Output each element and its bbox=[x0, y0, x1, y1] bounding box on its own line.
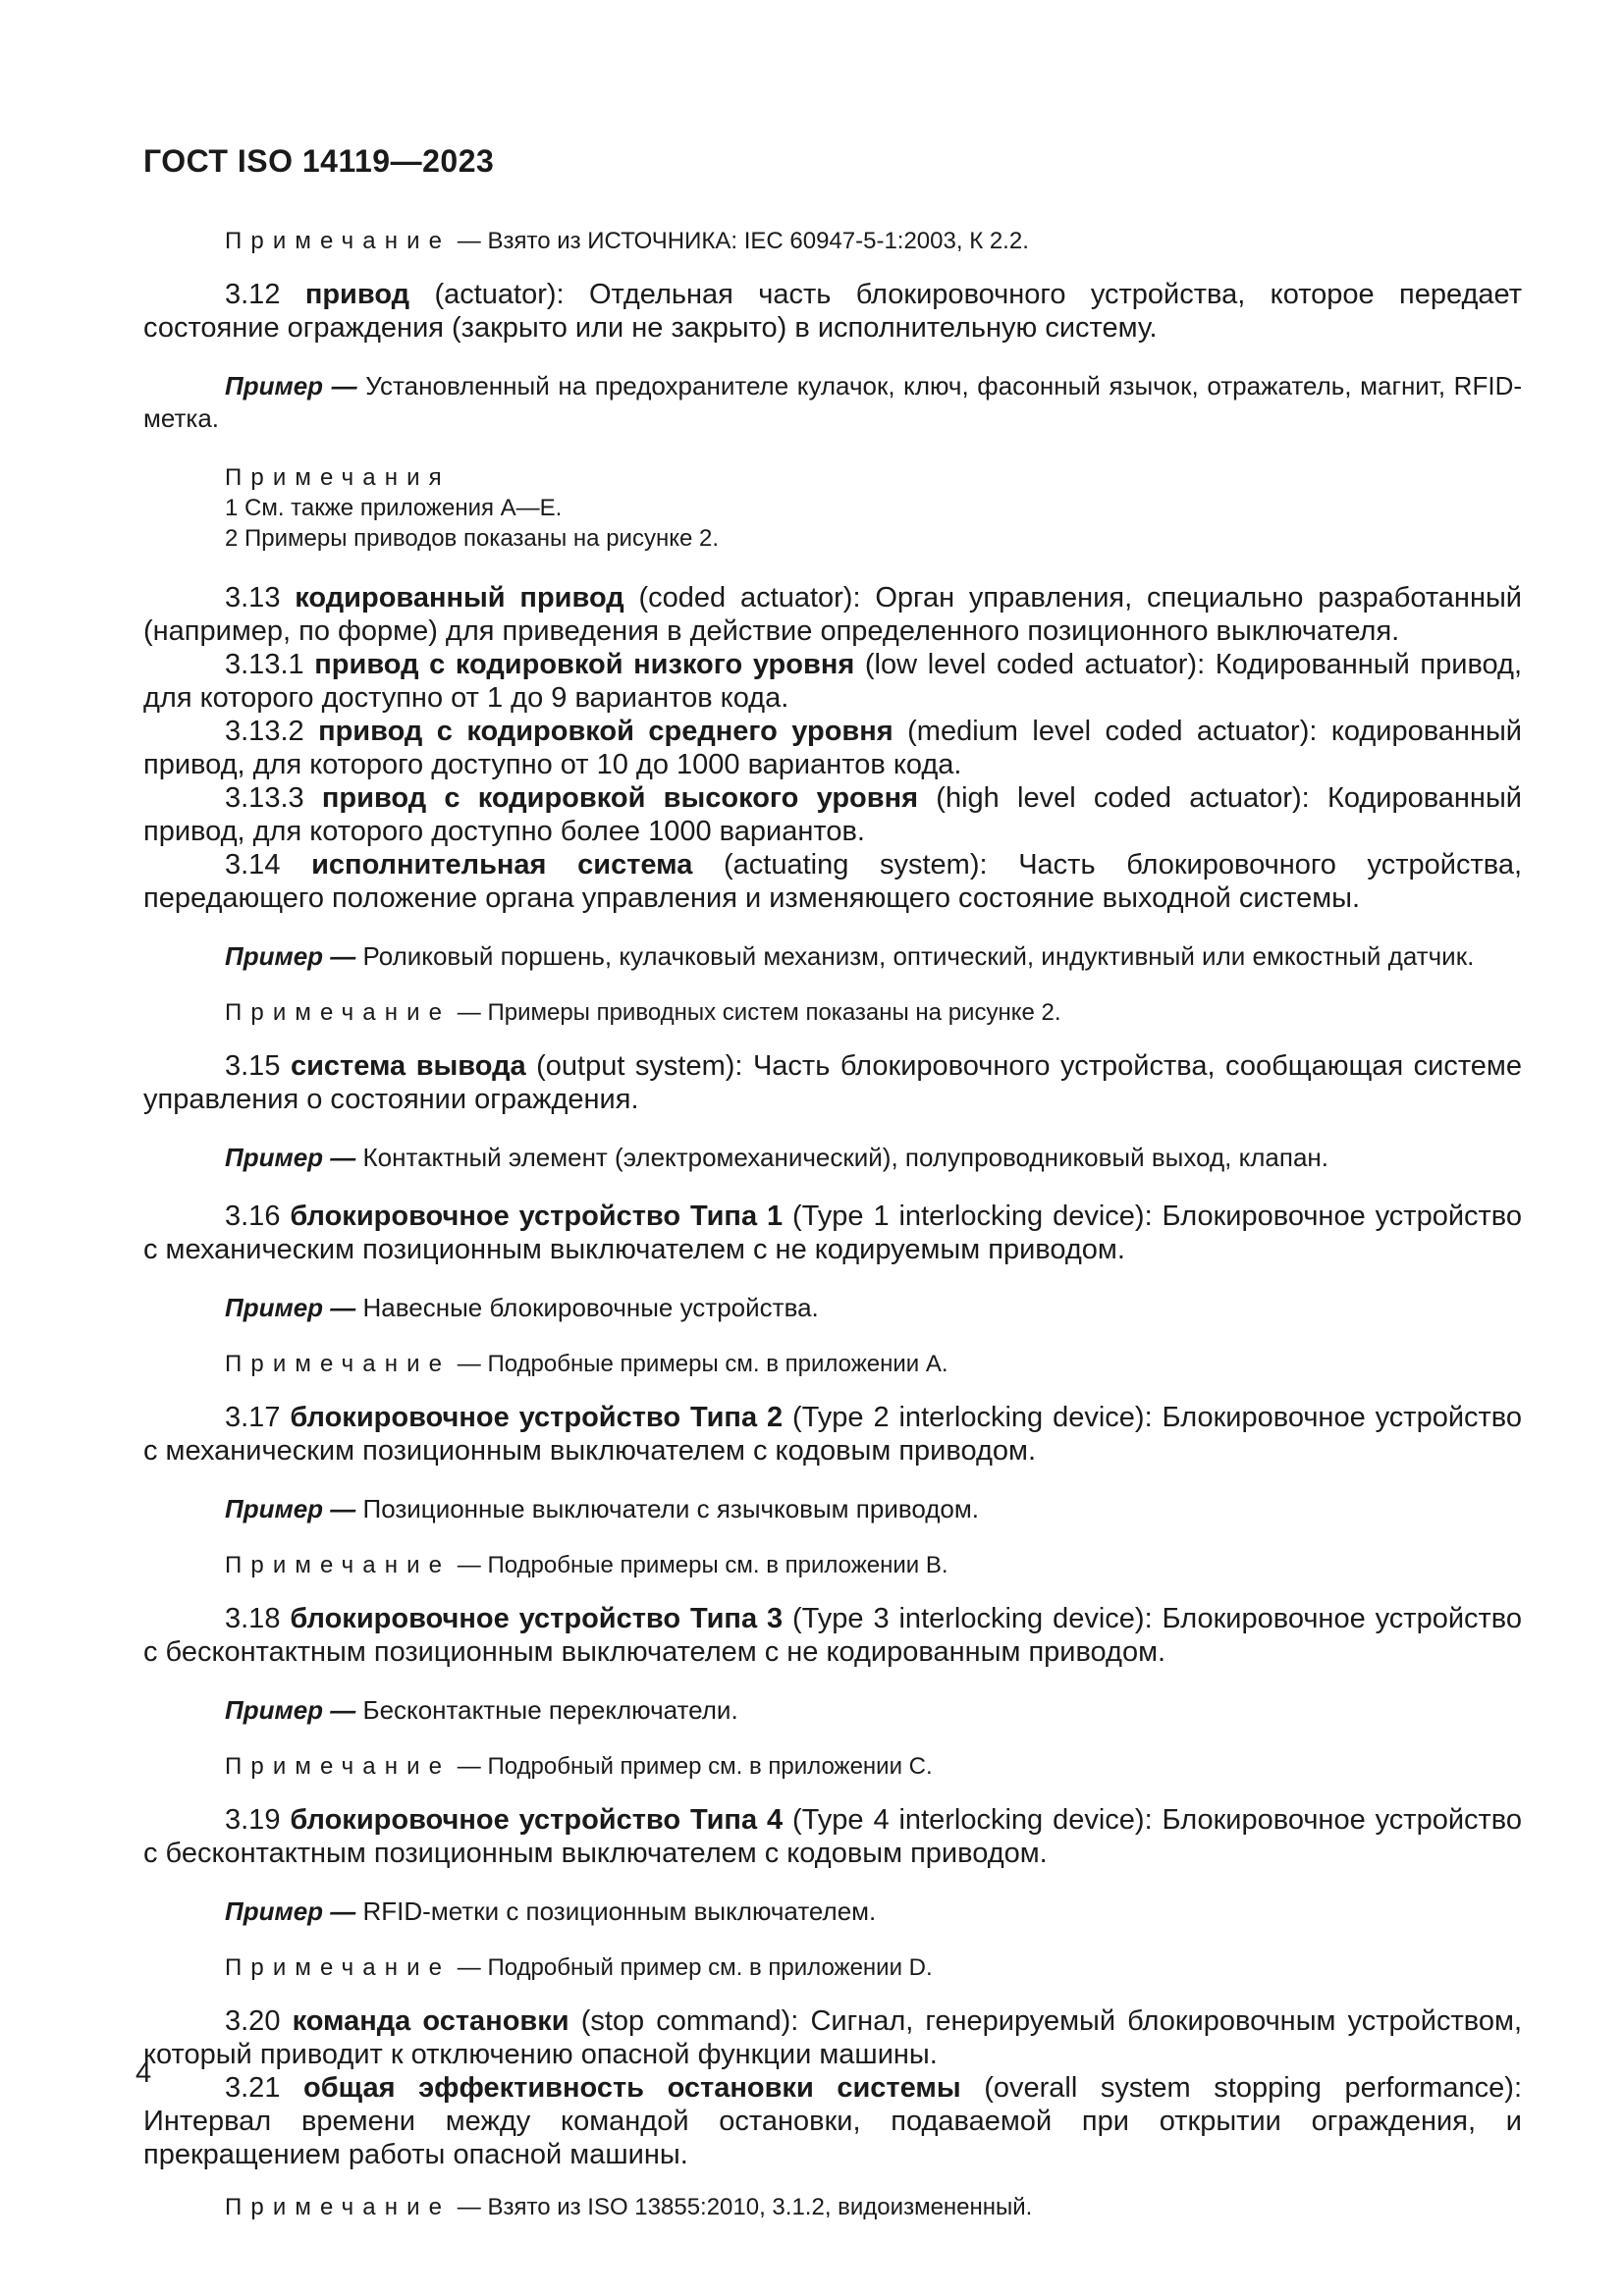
example bbox=[143, 1142, 1522, 1174]
note-label: Примечание bbox=[225, 1753, 452, 1780]
document-body bbox=[143, 227, 1522, 2222]
definition-text: (coded actuator): Орган управления, специально разработанный (например, по форме) для приведения в действие определенного позиционного выключателя. bbox=[143, 582, 1523, 647]
definition-text: 3.14 bbox=[225, 849, 312, 881]
example bbox=[143, 1694, 1522, 1727]
notes-group bbox=[143, 462, 1522, 554]
definition-text: 3.19 bbox=[225, 1804, 291, 1836]
note-text: — Примеры приводных систем показаны на рисунке 2. bbox=[457, 999, 1061, 1026]
definition-term: привод с кодировкой среднего уровня bbox=[318, 716, 893, 747]
definition-paragraph bbox=[143, 648, 1522, 715]
example bbox=[143, 940, 1522, 973]
example-label: Пример — bbox=[225, 1143, 356, 1172]
definition-text: (low level coded actuator): Кодированный привод, для которого доступно от 1 до 9 вариантов кода. bbox=[143, 649, 1523, 714]
note bbox=[143, 1953, 1522, 1983]
definition-text: (output system): Часть блокировочного устройства, сообщающая системе управления о состоянии ограждения. bbox=[143, 1050, 1523, 1115]
note-label: Примечание bbox=[225, 999, 452, 1026]
page-number: 4 bbox=[135, 2057, 152, 2089]
example-label: Пример — bbox=[225, 1494, 356, 1523]
definition-text: 3.13.1 bbox=[225, 649, 315, 680]
note-label: Примечание bbox=[225, 1351, 452, 1377]
definition-paragraph bbox=[143, 2071, 1522, 2171]
notes-group-label: Примечания bbox=[225, 464, 451, 491]
note-item: 1 См. также приложения А—Е. bbox=[225, 495, 563, 521]
example bbox=[143, 1493, 1522, 1525]
note-text: — Подробный пример см. в приложении D. bbox=[457, 1954, 933, 1981]
definition-term: блокировочное устройство Типа 4 bbox=[290, 1804, 784, 1836]
definition-term: привод с кодировкой низкого уровня bbox=[314, 649, 855, 680]
example-text: Бесконтактные переключатели. bbox=[362, 1695, 738, 1725]
definition-paragraph bbox=[143, 581, 1522, 648]
note bbox=[143, 1551, 1522, 1580]
note-label: Примечание bbox=[225, 1552, 452, 1578]
definition-text: 3.13.2 bbox=[225, 716, 319, 747]
definition-paragraph bbox=[143, 1200, 1522, 1266]
note-label: Примечание bbox=[225, 2194, 452, 2220]
example-text: Навесные блокировочные устройства. bbox=[362, 1293, 819, 1322]
definition-paragraph bbox=[143, 278, 1522, 345]
definition-paragraph bbox=[143, 1049, 1522, 1116]
definition-term: команда остановки bbox=[292, 2005, 569, 2037]
definition-term: привод с кодировкой высокого уровня bbox=[321, 782, 919, 814]
note-text: — Взято из ИСТОЧНИКА: IEC 60947-5-1:2003, К 2.2. bbox=[457, 228, 1029, 254]
definition-text: (actuator): Отдельная часть блокировочного устройства, которое передает состояние ограждения (закрыто или не закрыто) в исполнительную систему. bbox=[143, 279, 1522, 344]
example-text: Роликовый поршень, кулачковый механизм, оптический, индуктивный или емкостный датчик. bbox=[362, 941, 1475, 971]
note-label: Примечание bbox=[225, 228, 452, 254]
definition-text: (Type 4 interlocking device): Блокировочное устройство с бесконтактным позиционным выключателем с кодовым приводом. bbox=[143, 1804, 1523, 1869]
definition-text: (high level coded actuator): Кодированный привод, для которого доступно более 1000 вариантов. bbox=[143, 782, 1522, 847]
example bbox=[143, 370, 1522, 435]
definition-paragraph bbox=[143, 848, 1522, 915]
note-text: — Взято из ISO 13855:2010, 3.1.2, видоизмененный. bbox=[457, 2194, 1033, 2220]
example-label: Пример — bbox=[225, 1695, 356, 1725]
note-text: — Подробный пример см. в приложении С. bbox=[457, 1753, 933, 1780]
definition-text: 3.17 bbox=[225, 1402, 291, 1433]
note bbox=[143, 1752, 1522, 1782]
definition-paragraph bbox=[143, 781, 1522, 848]
example-label: Пример — bbox=[225, 371, 357, 400]
definition-term: блокировочное устройство Типа 3 bbox=[290, 1603, 784, 1634]
definition-term: общая эффективность остановки системы bbox=[303, 2072, 961, 2104]
definition-term: блокировочное устройство Типа 1 bbox=[290, 1201, 784, 1232]
example bbox=[143, 1896, 1522, 1928]
definition-text: (medium level coded actuator): кодированный привод, для которого доступно от 10 до 1000 вариантов кода. bbox=[143, 716, 1523, 780]
definition-text: (actuating system): Часть блокировочного устройства, передающего положение органа управления и изменяющего состояние выходной системы. bbox=[143, 849, 1523, 914]
definition-term: система вывода bbox=[290, 1050, 526, 1082]
definition-text: 3.15 bbox=[225, 1050, 291, 1082]
definition-text: (Type 3 interlocking device): Блокировочное устройство с бесконтактным позиционным выключателем с не кодированным приводом. bbox=[143, 1603, 1523, 1668]
note bbox=[143, 2193, 1522, 2222]
definition-text: (Type 2 interlocking device): Блокировочное устройство с механическим позиционным выключателем с кодовым приводом. bbox=[143, 1402, 1523, 1467]
definition-text: 3.18 bbox=[225, 1603, 291, 1634]
definition-text: 3.12 bbox=[225, 279, 305, 310]
example bbox=[143, 1292, 1522, 1324]
example-label: Пример — bbox=[225, 941, 356, 971]
note bbox=[143, 227, 1522, 256]
note bbox=[143, 1350, 1522, 1379]
definition-term: привод bbox=[304, 279, 410, 310]
document-content-area bbox=[143, 143, 1522, 2244]
definition-paragraph bbox=[143, 1803, 1522, 1870]
definition-text: (Type 1 interlocking device): Блокировочное устройство с механическим позиционным выключателем с не кодируемым приводом. bbox=[143, 1201, 1523, 1265]
definition-term: исполнительная система bbox=[311, 849, 693, 881]
definition-text: 3.13 bbox=[225, 582, 296, 614]
definition-term: кодированный привод bbox=[295, 582, 624, 614]
example-text: Установленный на предохранителе кулачок, ключ, фасонный язычок, отражатель, магнит, RFID-метка. bbox=[143, 371, 1522, 433]
definition-paragraph bbox=[143, 715, 1522, 781]
definition-text: 3.16 bbox=[225, 1201, 291, 1232]
document-header: ГОСТ ISO 14119—2023 bbox=[143, 143, 495, 179]
definition-paragraph bbox=[143, 1401, 1522, 1468]
definition-text: 3.13.3 bbox=[225, 782, 322, 814]
example-label: Пример — bbox=[225, 1896, 356, 1926]
example-text: RFID-метки с позиционным выключателем. bbox=[362, 1896, 877, 1926]
note-text: — Подробные примеры см. в приложении В. bbox=[457, 1552, 948, 1578]
definition-term: блокировочное устройство Типа 2 bbox=[290, 1402, 784, 1433]
note-text: — Подробные примеры см. в приложении А. bbox=[457, 1351, 948, 1377]
note-label: Примечание bbox=[225, 1954, 452, 1981]
example-label: Пример — bbox=[225, 1293, 356, 1322]
definition-text: (stop command): Сигнал, генерируемый блокировочным устройством, который приводит к отключению опасной функции машины. bbox=[143, 2005, 1522, 2070]
definition-paragraph bbox=[143, 2004, 1522, 2071]
example-text: Позиционные выключатели с язычковым приводом. bbox=[362, 1494, 979, 1523]
definition-text: (overall system stopping performance): Интервал времени между командой остановки, подаваемой при открытии ограждения, и прекращением работы опасной машины. bbox=[143, 2072, 1523, 2170]
definition-text: 3.21 bbox=[225, 2072, 304, 2104]
definition-paragraph bbox=[143, 1602, 1522, 1669]
example-text: Контактный элемент (электромеханический), полупроводниковый выход, клапан. bbox=[362, 1143, 1328, 1172]
note bbox=[143, 998, 1522, 1028]
note-item: 2 Примеры приводов показаны на рисунке 2. bbox=[225, 525, 720, 552]
definition-text: 3.20 bbox=[225, 2005, 293, 2037]
